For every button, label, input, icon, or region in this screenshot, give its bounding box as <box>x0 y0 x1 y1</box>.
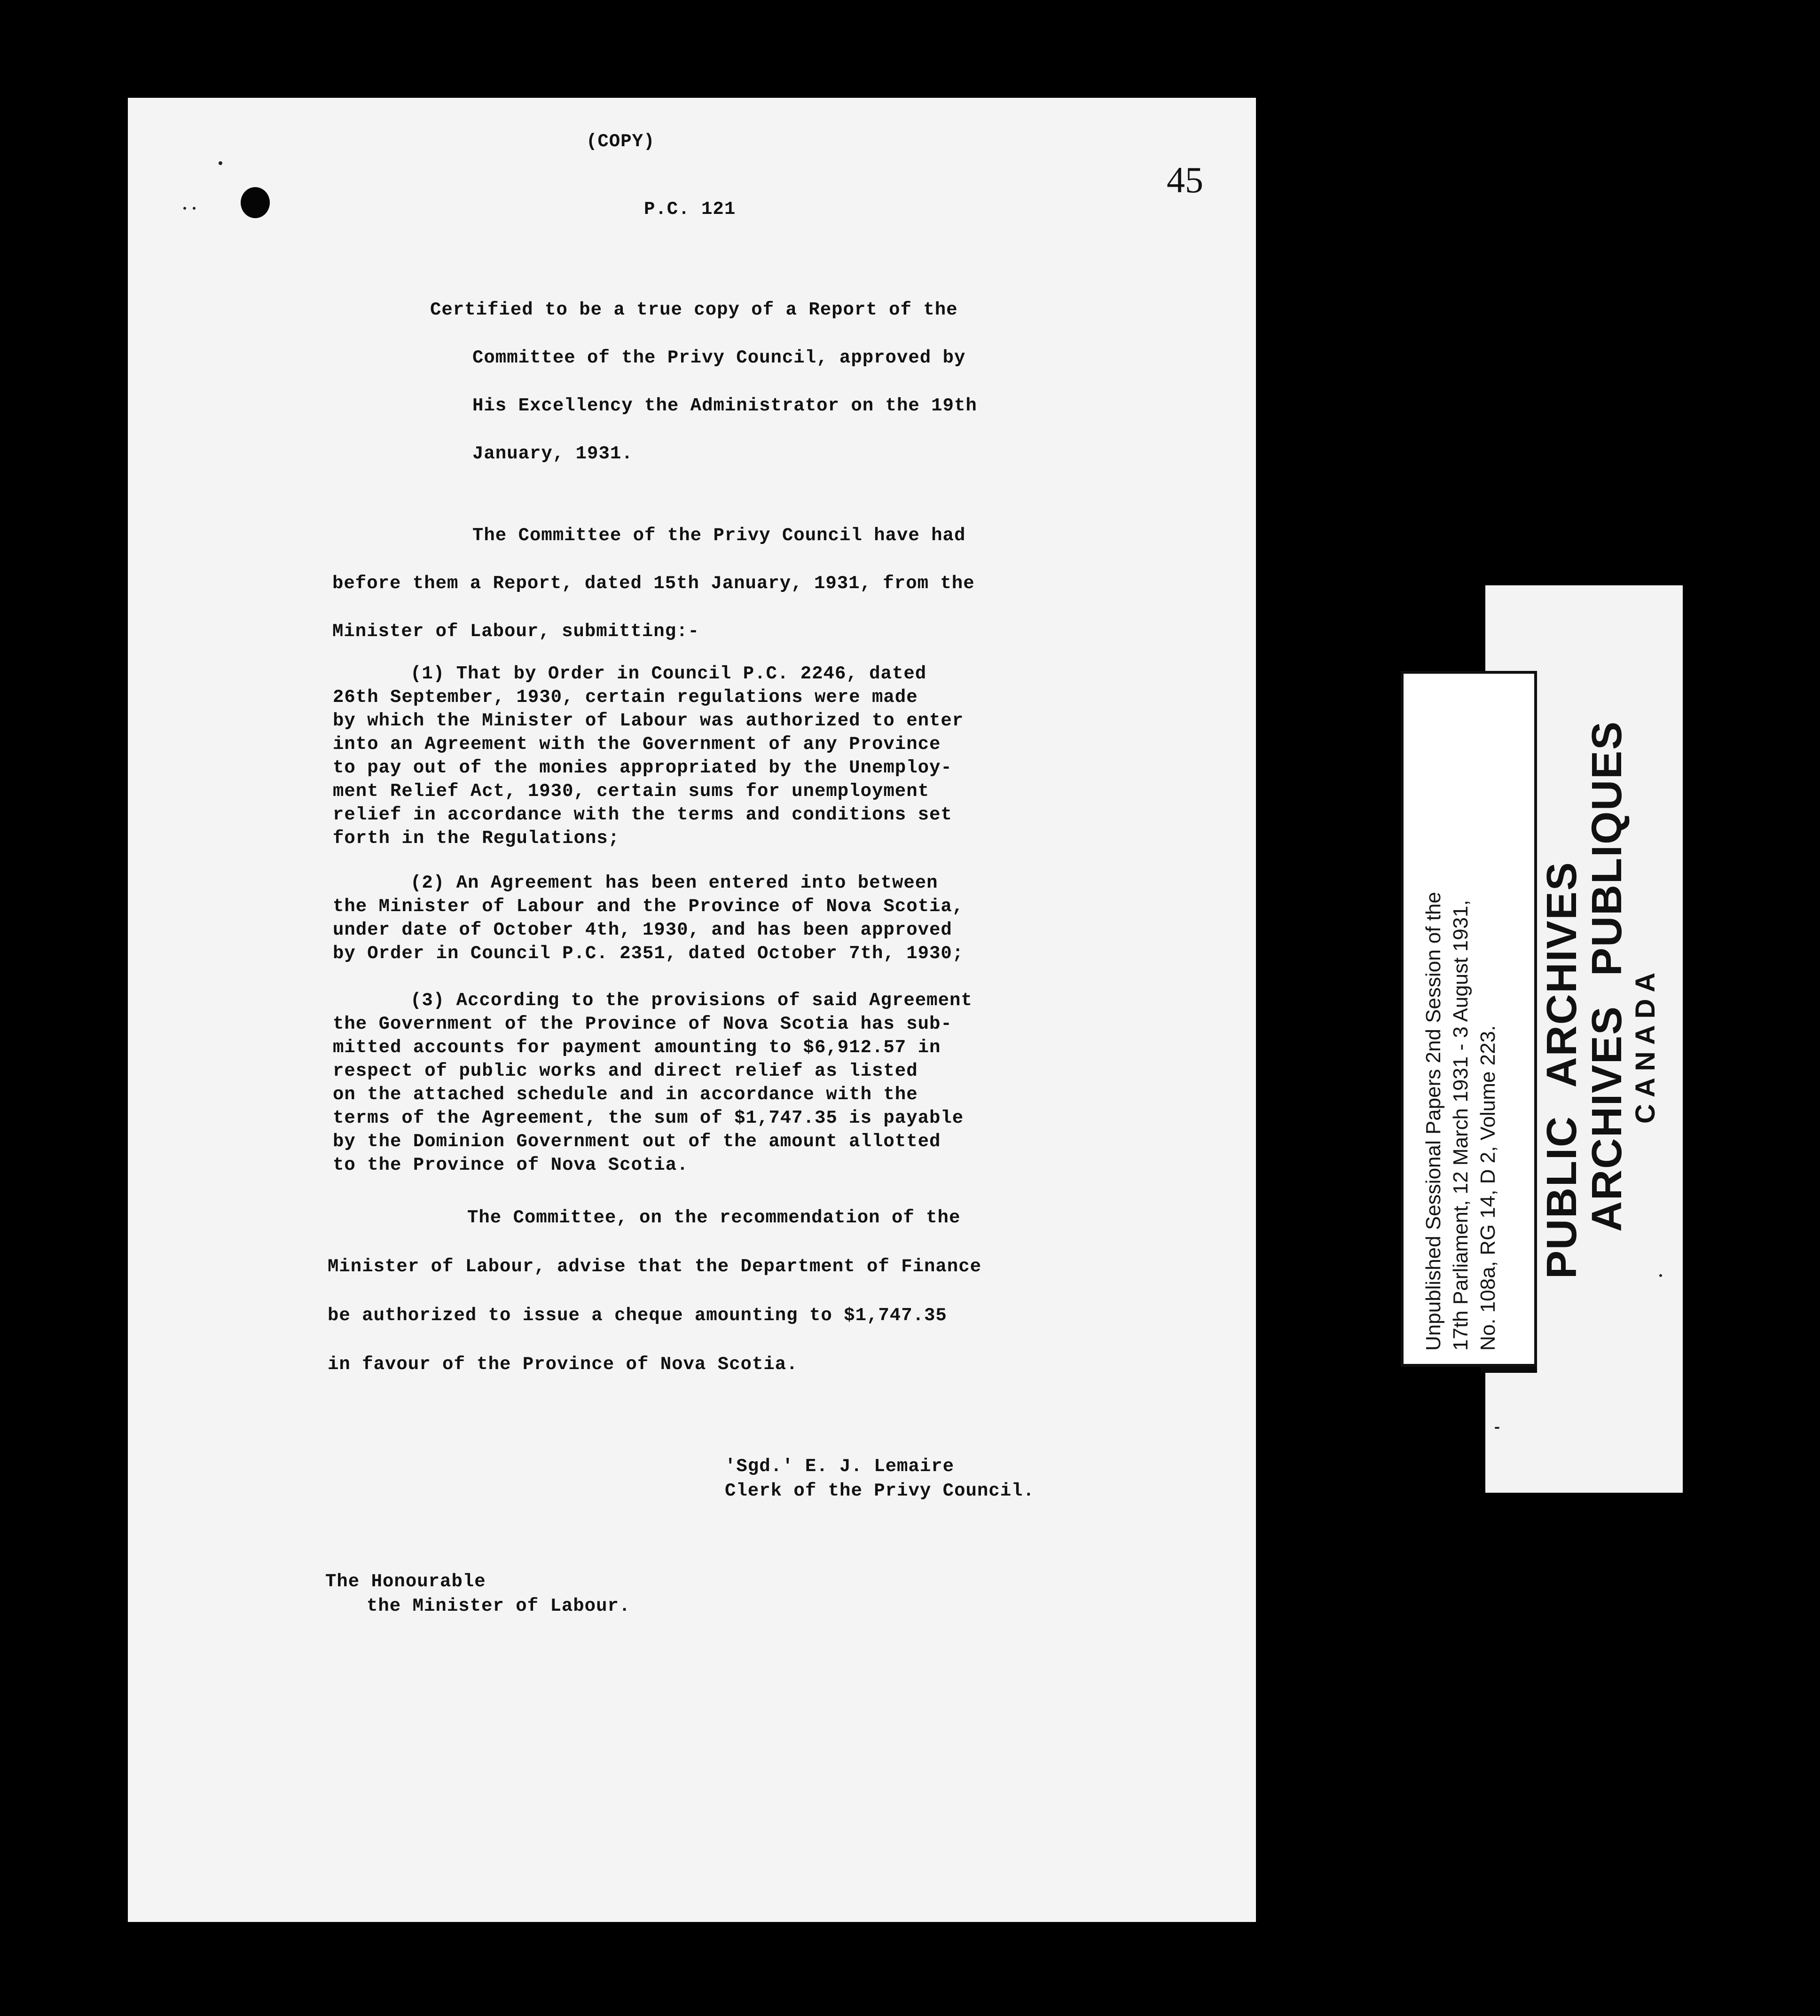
item-3-line: respect of public works and direct relief as listed <box>333 1061 918 1081</box>
archive-stamp <box>1539 721 1662 1279</box>
ink-speck <box>193 207 196 210</box>
addressee-line: The Honourable <box>325 1571 486 1592</box>
item-1-line: 26th September, 1930, certain regulations were made <box>333 687 918 708</box>
caption-text <box>1420 892 1502 1351</box>
caption-line: No. 108a, RG 14, D 2, Volume 223. <box>1476 1025 1499 1351</box>
certification-block <box>430 286 977 478</box>
certification-line: Committee of the Privy Council, approved by <box>472 347 966 368</box>
item-3-line: the Government of the Province of Nova Scotia has sub- <box>333 1014 952 1034</box>
card-speck <box>1495 1427 1499 1429</box>
item-2-line: (2) An Agreement has been entered into between <box>410 873 938 893</box>
addressee-line: the Minister of Labour. <box>367 1596 631 1616</box>
item-3-line: mitted accounts for payment amounting to $6,912.57 in <box>333 1037 941 1058</box>
stamp-public-archives: PUBLIC ARCHIVES <box>1538 861 1585 1279</box>
caption-line: 17th Parliament, 12 March 1931 - 3 August 1931, <box>1449 900 1472 1351</box>
item-3-line: (3) According to the provisions of said Agreement <box>410 990 973 1011</box>
order-number: P.C. 121 <box>644 199 736 220</box>
certification-line: His Excellency the Administrator on the 19th <box>472 395 977 416</box>
item-2-line: by Order in Council P.C. 2351, dated October 7th, 1930; <box>333 943 964 964</box>
item-3-line: to the Province of Nova Scotia. <box>333 1155 689 1175</box>
intro-paragraph <box>332 512 975 655</box>
signature-name: 'Sgd.' E. J. Lemaire <box>725 1456 955 1477</box>
certification-line: Certified to be a true copy of a Report of the <box>430 299 958 320</box>
item-1-line: ment Relief Act, 1930, certain sums for unemployment <box>333 781 929 802</box>
intro-line: The Committee of the Privy Council have had <box>472 525 966 546</box>
archive-caption-label <box>1401 671 1537 1367</box>
card-speck <box>1659 1274 1662 1277</box>
punch-hole <box>241 187 270 218</box>
ink-speck <box>183 207 186 210</box>
item-1-line: (1) That by Order in Council P.C. 2246, dated <box>410 663 927 684</box>
item-1-line: to pay out of the monies appropriated by the Unemploy- <box>333 757 952 778</box>
item-1-line: into an Agreement with the Government of any Province <box>333 734 941 755</box>
addressee-block <box>325 1569 630 1618</box>
document-page <box>128 98 1256 1922</box>
recommendation-line: be authorized to issue a cheque amounting to $1,747.35 <box>328 1305 947 1326</box>
recommendation-line: The Committee, on the recommendation of the <box>467 1207 961 1228</box>
item-1-line: by which the Minister of Labour was authorized to enter <box>333 710 964 731</box>
item-3-line: on the attached schedule and in accordance with the <box>333 1084 918 1105</box>
item-2 <box>333 871 964 965</box>
stamp-archives-publiques: ARCHIVES PUBLIQUES <box>1584 720 1631 1232</box>
caption-line: Unpublished Sessional Papers 2nd Session of the <box>1422 892 1445 1351</box>
recommendation-line: Minister of Labour, advise that the Department of Finance <box>328 1256 982 1277</box>
intro-line: Minister of Labour, submitting:- <box>332 621 699 642</box>
item-1-line: forth in the Regulations; <box>333 828 620 849</box>
recommendation-line: in favour of the Province of Nova Scotia. <box>328 1354 798 1375</box>
item-1 <box>333 662 964 850</box>
intro-line: before them a Report, dated 15th January, 1931, from the <box>332 573 975 594</box>
signature-block <box>725 1454 1035 1503</box>
item-2-line: under date of October 4th, 1930, and has been approved <box>333 920 952 940</box>
copy-mark: (COPY) <box>586 131 655 152</box>
item-1-line: relief in accordance with the terms and conditions set <box>333 804 952 825</box>
ink-speck <box>219 161 222 165</box>
stamp-canada: CANADA <box>1630 966 1661 1124</box>
page-number: 45 <box>1167 159 1203 200</box>
signature-title: Clerk of the Privy Council. <box>725 1480 1035 1501</box>
item-3 <box>333 989 973 1177</box>
certification-line: January, 1931. <box>472 443 633 464</box>
recommendation-paragraph <box>328 1193 981 1389</box>
item-3-line: terms of the Agreement, the sum of $1,747.35 is payable <box>333 1108 964 1128</box>
item-3-line: by the Dominion Government out of the amount allotted <box>333 1131 941 1152</box>
item-2-line: the Minister of Labour and the Province of Nova Scotia, <box>333 896 964 917</box>
